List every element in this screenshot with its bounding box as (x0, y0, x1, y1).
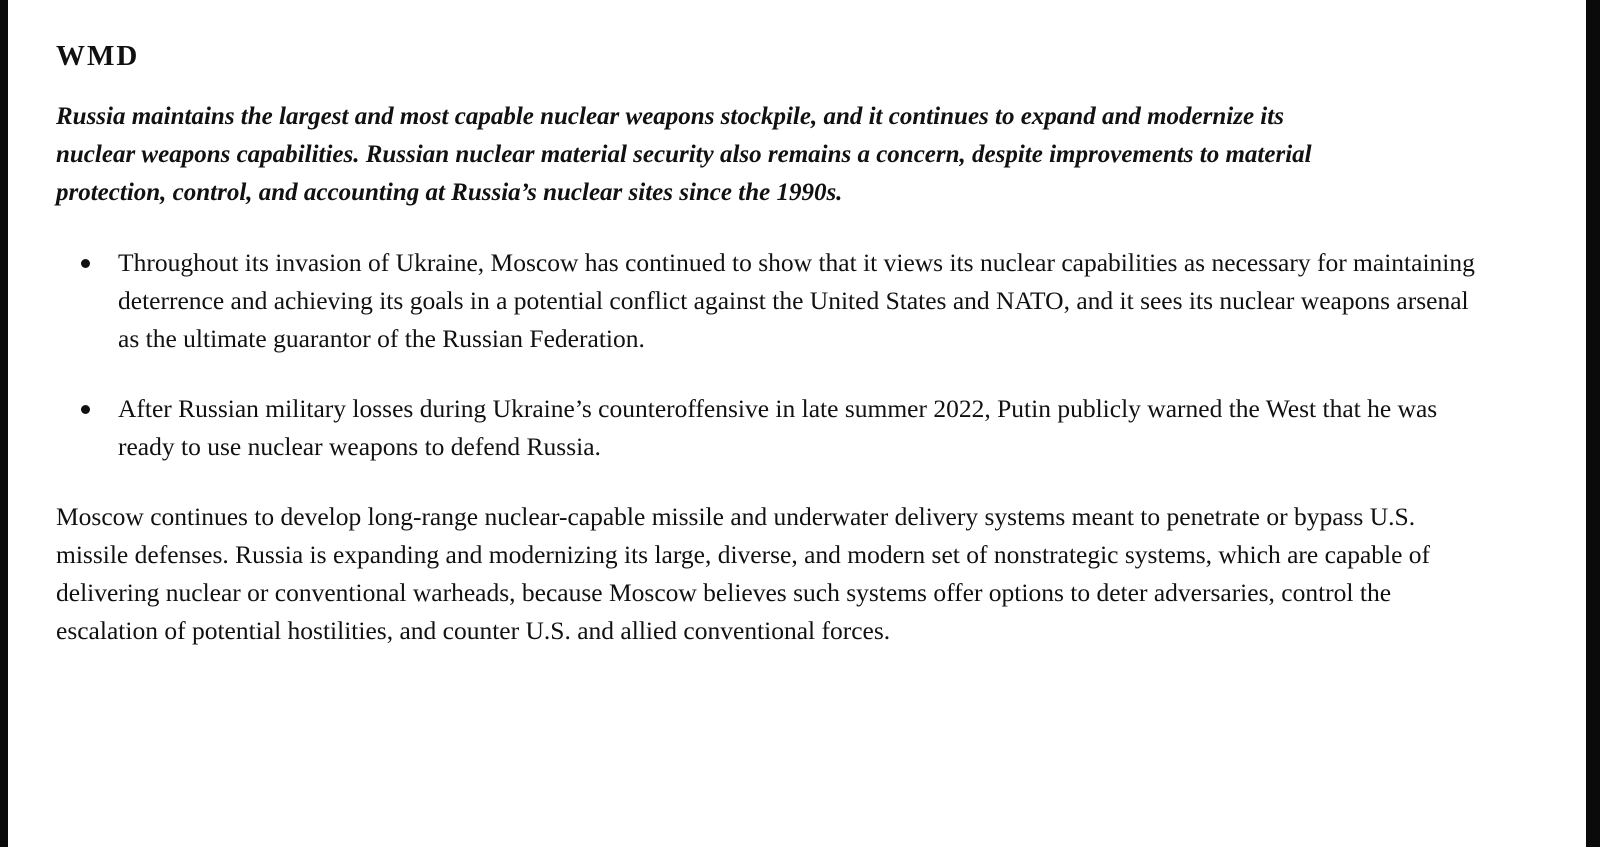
body-paragraph: Moscow continues to develop long-range nuclear-capable missile and underwater delivery systems meant to penetrate or bypass U.S. missile defenses. Russia is expanding and modernizing its large, diverse, and modern set of nonstrategic systems, which are capable of delivering nuclear or conventional warheads, because Moscow believes such systems offer options to deter adversaries, control the escalation of potential hostilities, and counter U.S. and allied conventional forces. (56, 502, 1431, 645)
lead-paragraph: Russia maintains the largest and most capable nuclear weapons stockpile, and it continues to expand and modernize its nuclear weapons capabilities. Russian nuclear material security also remains a concern, despite improvements to material protection, control, and accounting at Russia’s nuclear sites since the 1990s. (56, 103, 1312, 206)
bullet-icon (81, 405, 90, 414)
bullet-item (56, 244, 1488, 358)
bullet-text: After Russian military losses during Ukraine’s counteroffensive in late summer 2022, Putin publicly warned the West that he was ready to use nuclear weapons to defend Russia. (118, 394, 1438, 461)
section-heading: WMD (56, 40, 140, 72)
document-content (56, 36, 1475, 650)
document-page (8, 0, 1586, 847)
bullet-icon (81, 259, 90, 268)
bullet-list (56, 244, 1475, 466)
bullet-text: Throughout its invasion of Ukraine, Moscow has continued to show that it views its nuclear capabilities as necessary for maintaining deterrence and achieving its goals in a potential conflict against the United States and NATO, and it sees its nuclear weapons arsenal as the ultimate guarantor of the Russian Federation. (118, 248, 1475, 353)
bullet-item (56, 390, 1488, 466)
